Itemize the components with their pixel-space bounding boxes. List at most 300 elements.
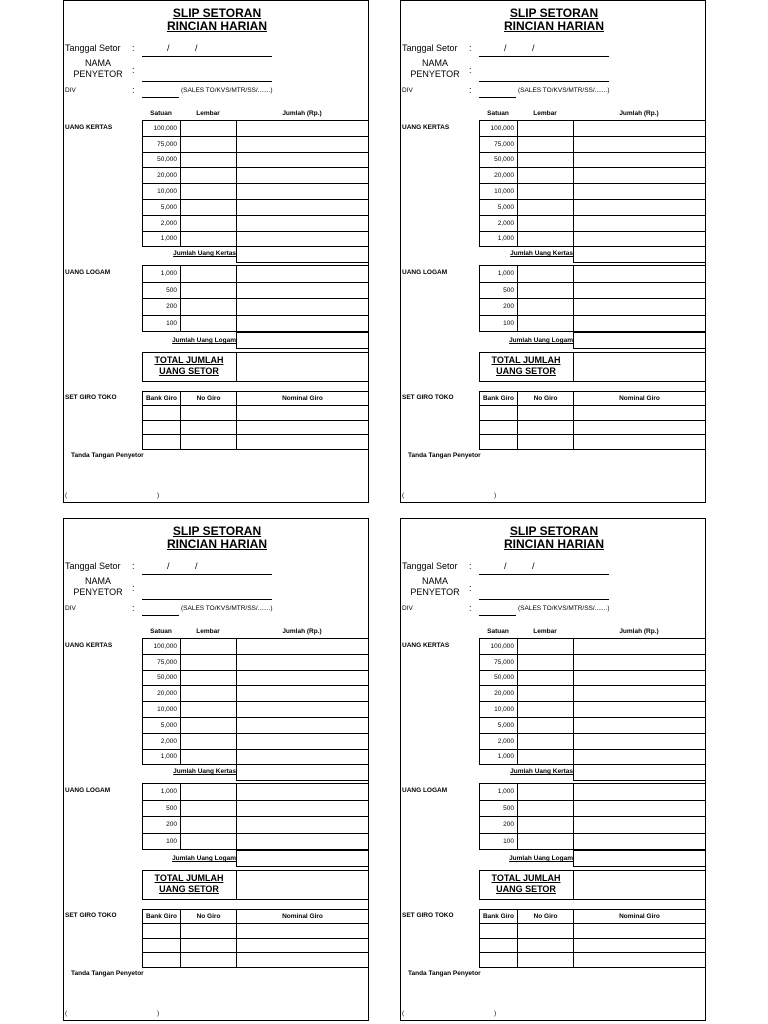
div-label: DIV — [65, 605, 76, 612]
uang-kertas-row — [480, 199, 706, 215]
lembar-header: Lembar — [533, 110, 557, 117]
no-giro-cell[interactable] — [518, 953, 574, 968]
lembar-cell[interactable] — [181, 800, 237, 817]
uang-setor-label: UANG SETOR — [496, 884, 556, 894]
lembar-header: Lembar — [196, 110, 220, 117]
denomination-value: 50,000 — [143, 152, 181, 168]
jumlah-cell[interactable] — [237, 121, 369, 137]
denomination-value: 500 — [143, 800, 181, 817]
nominal-giro-cell[interactable] — [574, 406, 706, 421]
jumlah-cell[interactable] — [574, 686, 706, 702]
giro-row — [480, 435, 706, 450]
tanggal-setor-label: Tanggal Setor — [65, 43, 121, 53]
denomination-value: 200 — [143, 817, 181, 834]
lembar-cell[interactable] — [518, 282, 574, 299]
jumlah-cell[interactable] — [237, 299, 369, 316]
denomination-value: 100 — [480, 315, 518, 332]
uang-kertas-row — [480, 654, 706, 670]
jumlah-cell[interactable] — [237, 654, 369, 670]
uang-kertas-row — [480, 168, 706, 184]
uang-logam-row — [480, 817, 706, 834]
signature-field[interactable] — [70, 1001, 154, 1017]
div-field[interactable] — [142, 97, 179, 98]
denomination-value: 100 — [480, 833, 518, 850]
total-jumlah-field[interactable] — [237, 353, 368, 381]
nominal-giro-header: Nominal Giro — [574, 910, 706, 924]
lembar-cell[interactable] — [518, 199, 574, 215]
penyetor-label: PENYETOR — [73, 587, 123, 597]
slip-title: SLIP SETORAN — [509, 524, 599, 538]
uang-logam-table — [142, 783, 369, 850]
denomination-value: 100 — [143, 315, 181, 332]
total-jumlah-label: TOTAL JUMLAH — [491, 355, 561, 365]
jumlah-cell[interactable] — [237, 686, 369, 702]
jumlah-cell[interactable] — [574, 702, 706, 718]
slip-subtitle: RINCIAN HARIAN — [167, 537, 267, 551]
denomination-value: 1,000 — [480, 231, 518, 247]
no-giro-cell[interactable] — [181, 953, 237, 968]
uang-kertas-row — [143, 199, 369, 215]
lembar-cell[interactable] — [181, 152, 237, 168]
denomination-value: 1,000 — [143, 266, 181, 283]
denomination-value: 2,000 — [143, 733, 181, 749]
uang-logam-row — [143, 833, 369, 850]
signature-field[interactable] — [407, 483, 491, 499]
denomination-value: 20,000 — [480, 686, 518, 702]
denomination-value: 500 — [480, 800, 518, 817]
tanggal-slash-1: / — [167, 43, 170, 53]
uang-logam-row — [143, 817, 369, 834]
signature-paren-open: ( — [402, 492, 405, 499]
nama-label: NAMA — [84, 576, 111, 586]
deposit-slip — [400, 518, 706, 1021]
uang-logam-label: UANG LOGAM — [65, 269, 111, 276]
div-field[interactable] — [142, 615, 179, 616]
lembar-cell[interactable] — [181, 199, 237, 215]
penyetor-label: PENYETOR — [73, 69, 123, 79]
nominal-giro-header: Nominal Giro — [237, 392, 369, 406]
denomination-value: 500 — [143, 282, 181, 299]
nama-penyetor-field[interactable] — [142, 81, 272, 82]
uang-kertas-row — [143, 231, 369, 247]
lembar-cell[interactable] — [518, 817, 574, 834]
lembar-cell[interactable] — [518, 315, 574, 332]
uang-kertas-row — [143, 121, 369, 137]
uang-kertas-row — [480, 152, 706, 168]
lembar-cell[interactable] — [181, 686, 237, 702]
lembar-cell[interactable] — [518, 168, 574, 184]
jumlah-cell[interactable] — [574, 670, 706, 686]
giro-table — [142, 391, 369, 450]
lembar-cell[interactable] — [181, 784, 237, 801]
lembar-cell[interactable] — [181, 702, 237, 718]
jumlah-cell[interactable] — [237, 639, 369, 655]
uang-kertas-row — [143, 215, 369, 231]
slip-title: SLIP SETORAN — [172, 524, 262, 538]
no-giro-cell[interactable] — [518, 924, 574, 939]
div-colon: : — [469, 603, 472, 613]
jumlah-uang-logam-label: Jumlah Uang Logam — [172, 855, 236, 862]
denomination-value: 50,000 — [480, 670, 518, 686]
lembar-cell[interactable] — [518, 152, 574, 168]
satuan-header: Satuan — [487, 628, 509, 635]
uang-kertas-row — [480, 231, 706, 247]
lembar-cell[interactable] — [518, 654, 574, 670]
jumlah-cell[interactable] — [237, 733, 369, 749]
uang-kertas-row — [143, 152, 369, 168]
lembar-cell[interactable] — [181, 749, 237, 765]
lembar-cell[interactable] — [181, 315, 237, 332]
bank-giro-cell[interactable] — [480, 953, 518, 968]
tanggal-field[interactable] — [142, 56, 272, 57]
denomination-value: 5,000 — [480, 199, 518, 215]
lembar-cell[interactable] — [181, 833, 237, 850]
jumlah-cell[interactable] — [574, 136, 706, 152]
total-jumlah-field[interactable] — [574, 871, 705, 899]
jumlah-uang-logam-field[interactable] — [236, 332, 369, 349]
denomination-value: 75,000 — [143, 654, 181, 670]
bank-giro-cell[interactable] — [480, 924, 518, 939]
denomination-value: 1,000 — [143, 749, 181, 765]
nama-penyetor-field[interactable] — [479, 81, 609, 82]
lembar-cell[interactable] — [518, 670, 574, 686]
lembar-cell[interactable] — [518, 686, 574, 702]
jumlah-uang-logam-label: Jumlah Uang Logam — [172, 337, 236, 344]
uang-kertas-row — [143, 184, 369, 200]
nominal-giro-cell[interactable] — [237, 953, 369, 968]
jumlah-uang-kertas-field[interactable] — [236, 246, 369, 263]
jumlah-uang-kertas-field[interactable] — [573, 246, 706, 263]
uang-logam-row — [143, 800, 369, 817]
uang-logam-row — [480, 833, 706, 850]
total-jumlah-field[interactable] — [237, 871, 368, 899]
signature-paren-close: ) — [157, 1010, 160, 1017]
giro-row — [480, 938, 706, 953]
lembar-cell[interactable] — [518, 749, 574, 765]
penyetor-label: PENYETOR — [410, 587, 460, 597]
jumlah-cell[interactable] — [574, 817, 706, 834]
nominal-giro-cell[interactable] — [574, 953, 706, 968]
jumlah-cell[interactable] — [237, 184, 369, 200]
uang-setor-label: UANG SETOR — [496, 366, 556, 376]
nama-penyetor-field[interactable] — [142, 599, 272, 600]
denomination-value: 10,000 — [143, 184, 181, 200]
uang-kertas-row — [480, 639, 706, 655]
total-jumlah-label: TOTAL JUMLAH — [154, 873, 224, 883]
denomination-value: 10,000 — [143, 702, 181, 718]
giro-row — [480, 953, 706, 968]
no-giro-cell[interactable] — [518, 938, 574, 953]
jumlah-cell[interactable] — [574, 654, 706, 670]
jumlah-uang-kertas-label: Jumlah Uang Kertas — [173, 250, 236, 257]
uang-logam-row — [143, 315, 369, 332]
lembar-cell[interactable] — [518, 733, 574, 749]
jumlah-uang-logam-field[interactable] — [236, 850, 369, 867]
bank-giro-cell[interactable] — [143, 420, 181, 435]
jumlah-cell[interactable] — [237, 717, 369, 733]
lembar-cell[interactable] — [518, 784, 574, 801]
uang-setor-label: UANG SETOR — [159, 366, 219, 376]
tanggal-field[interactable] — [479, 574, 609, 575]
denomination-value: 5,000 — [480, 717, 518, 733]
jumlah-cell[interactable] — [237, 282, 369, 299]
lembar-cell[interactable] — [181, 639, 237, 655]
jumlah-cell[interactable] — [574, 266, 706, 283]
giro-row — [480, 406, 706, 421]
denomination-value: 75,000 — [480, 136, 518, 152]
div-field[interactable] — [479, 97, 516, 98]
jumlah-cell[interactable] — [574, 152, 706, 168]
lembar-cell[interactable] — [181, 299, 237, 316]
jumlah-cell[interactable] — [574, 639, 706, 655]
bank-giro-cell[interactable] — [143, 953, 181, 968]
nominal-giro-cell[interactable] — [237, 924, 369, 939]
set-giro-toko-label: SET GIRO TOKO — [402, 394, 454, 401]
signature-paren-open: ( — [65, 492, 68, 499]
lembar-cell[interactable] — [181, 168, 237, 184]
lembar-cell[interactable] — [181, 231, 237, 247]
lembar-cell[interactable] — [181, 184, 237, 200]
lembar-cell[interactable] — [518, 184, 574, 200]
lembar-header: Lembar — [533, 628, 557, 635]
uang-logam-row — [480, 800, 706, 817]
nama-colon: : — [469, 65, 472, 75]
denomination-value: 50,000 — [143, 670, 181, 686]
jumlah-uang-logam-field[interactable] — [573, 332, 706, 349]
lembar-cell[interactable] — [181, 215, 237, 231]
uang-kertas-row — [143, 717, 369, 733]
no-giro-cell[interactable] — [181, 420, 237, 435]
lembar-cell[interactable] — [518, 215, 574, 231]
lembar-cell[interactable] — [181, 266, 237, 283]
tanggal-slash-1: / — [504, 561, 507, 571]
lembar-cell[interactable] — [181, 121, 237, 137]
jumlah-cell[interactable] — [574, 800, 706, 817]
jumlah-cell[interactable] — [237, 670, 369, 686]
lembar-cell[interactable] — [181, 670, 237, 686]
nama-label: NAMA — [84, 58, 111, 68]
signature-field[interactable] — [70, 483, 154, 499]
no-giro-cell[interactable] — [181, 435, 237, 450]
uang-setor-label: UANG SETOR — [159, 884, 219, 894]
lembar-cell[interactable] — [518, 702, 574, 718]
jumlah-cell[interactable] — [237, 784, 369, 801]
uang-logam-row — [143, 282, 369, 299]
jumlah-cell[interactable] — [237, 817, 369, 834]
nominal-giro-cell[interactable] — [574, 924, 706, 939]
no-giro-cell[interactable] — [181, 406, 237, 421]
lembar-cell[interactable] — [518, 299, 574, 316]
uang-kertas-row — [143, 654, 369, 670]
jumlah-cell[interactable] — [574, 231, 706, 247]
tanggal-colon: : — [469, 43, 472, 53]
lembar-cell[interactable] — [518, 121, 574, 137]
deposit-slip — [63, 518, 369, 1021]
nama-label: NAMA — [421, 576, 448, 586]
lembar-cell[interactable] — [181, 654, 237, 670]
div-field[interactable] — [479, 615, 516, 616]
uang-kertas-label: UANG KERTAS — [65, 124, 113, 131]
nominal-giro-cell[interactable] — [574, 420, 706, 435]
uang-logam-row — [480, 784, 706, 801]
jumlah-cell[interactable] — [574, 315, 706, 332]
denomination-value: 100 — [143, 833, 181, 850]
uang-logam-row — [143, 266, 369, 283]
nama-colon: : — [132, 65, 135, 75]
jumlah-cell[interactable] — [237, 800, 369, 817]
no-giro-cell[interactable] — [518, 406, 574, 421]
jumlah-cell[interactable] — [237, 315, 369, 332]
tanggal-slash-2: / — [195, 561, 198, 571]
deposit-slip — [400, 0, 706, 503]
jumlah-cell[interactable] — [237, 199, 369, 215]
signature-field[interactable] — [407, 1001, 491, 1017]
tanggal-colon: : — [469, 561, 472, 571]
uang-kertas-table — [142, 638, 369, 765]
uang-kertas-label: UANG KERTAS — [65, 642, 113, 649]
jumlah-cell[interactable] — [574, 215, 706, 231]
lembar-cell[interactable] — [181, 136, 237, 152]
slip-title: SLIP SETORAN — [172, 6, 262, 20]
jumlah-cell[interactable] — [237, 749, 369, 765]
denomination-value: 100,000 — [480, 121, 518, 137]
lembar-cell[interactable] — [518, 717, 574, 733]
jumlah-cell[interactable] — [574, 121, 706, 137]
bank-giro-cell[interactable] — [480, 420, 518, 435]
bank-giro-cell[interactable] — [143, 924, 181, 939]
nominal-giro-header: Nominal Giro — [574, 392, 706, 406]
tanggal-field[interactable] — [142, 574, 272, 575]
jumlah-cell[interactable] — [237, 168, 369, 184]
lembar-cell[interactable] — [181, 733, 237, 749]
no-giro-cell[interactable] — [518, 420, 574, 435]
lembar-cell[interactable] — [181, 717, 237, 733]
jumlah-cell[interactable] — [574, 168, 706, 184]
jumlah-cell[interactable] — [237, 833, 369, 850]
denomination-value: 100,000 — [143, 121, 181, 137]
signature-paren-close: ) — [494, 1010, 497, 1017]
div-label: DIV — [402, 605, 413, 612]
jumlah-uang-logam-field[interactable] — [573, 850, 706, 867]
uang-kertas-row — [143, 168, 369, 184]
jumlah-cell[interactable] — [574, 749, 706, 765]
lembar-cell[interactable] — [518, 136, 574, 152]
tanggal-slash-1: / — [504, 43, 507, 53]
div-colon: : — [469, 85, 472, 95]
jumlah-cell[interactable] — [574, 199, 706, 215]
bank-giro-cell[interactable] — [143, 406, 181, 421]
set-giro-toko-label: SET GIRO TOKO — [65, 912, 117, 919]
uang-kertas-row — [480, 121, 706, 137]
nominal-giro-cell[interactable] — [237, 420, 369, 435]
lembar-cell[interactable] — [518, 800, 574, 817]
nominal-giro-cell[interactable] — [237, 938, 369, 953]
uang-logam-row — [480, 315, 706, 332]
denomination-value: 5,000 — [143, 717, 181, 733]
jumlah-uang-logam-label: Jumlah Uang Logam — [509, 337, 573, 344]
bank-giro-cell[interactable] — [143, 435, 181, 450]
tanggal-field[interactable] — [479, 56, 609, 57]
jumlah-cell[interactable] — [237, 266, 369, 283]
jumlah-uang-kertas-field[interactable] — [573, 764, 706, 781]
nama-penyetor-field[interactable] — [479, 599, 609, 600]
uang-kertas-table — [479, 638, 706, 765]
jumlah-cell[interactable] — [574, 784, 706, 801]
jumlah-header: Jumlah (Rp.) — [619, 110, 659, 117]
nama-colon: : — [469, 583, 472, 593]
tanggal-colon: : — [132, 43, 135, 53]
giro-row — [143, 924, 369, 939]
jumlah-cell[interactable] — [574, 299, 706, 316]
no-giro-header: No Giro — [518, 910, 574, 924]
lembar-cell[interactable] — [518, 231, 574, 247]
bank-giro-cell[interactable] — [480, 938, 518, 953]
giro-row — [143, 938, 369, 953]
jumlah-uang-kertas-field[interactable] — [236, 764, 369, 781]
giro-row — [143, 435, 369, 450]
nama-colon: : — [132, 583, 135, 593]
jumlah-uang-kertas-label: Jumlah Uang Kertas — [510, 768, 573, 775]
jumlah-cell[interactable] — [574, 184, 706, 200]
total-jumlah-label: TOTAL JUMLAH — [154, 355, 224, 365]
jumlah-cell[interactable] — [237, 215, 369, 231]
uang-kertas-row — [480, 136, 706, 152]
satuan-header: Satuan — [150, 628, 172, 635]
jumlah-cell[interactable] — [574, 833, 706, 850]
uang-kertas-row — [143, 749, 369, 765]
uang-logam-table — [479, 783, 706, 850]
lembar-cell[interactable] — [518, 833, 574, 850]
lembar-cell[interactable] — [518, 639, 574, 655]
no-giro-cell[interactable] — [181, 924, 237, 939]
jumlah-header: Jumlah (Rp.) — [282, 110, 322, 117]
uang-kertas-row — [143, 136, 369, 152]
jumlah-cell[interactable] — [574, 282, 706, 299]
div-hint: (SALES TO/KVS/MTR/SS/.......) — [518, 605, 610, 612]
no-giro-cell[interactable] — [181, 938, 237, 953]
lembar-cell[interactable] — [518, 266, 574, 283]
jumlah-uang-kertas-label: Jumlah Uang Kertas — [510, 250, 573, 257]
giro-table — [479, 391, 706, 450]
bank-giro-cell[interactable] — [143, 938, 181, 953]
lembar-cell[interactable] — [181, 282, 237, 299]
total-jumlah-field[interactable] — [574, 353, 705, 381]
jumlah-cell[interactable] — [237, 702, 369, 718]
jumlah-cell[interactable] — [574, 733, 706, 749]
denomination-value: 200 — [480, 817, 518, 834]
nominal-giro-cell[interactable] — [574, 435, 706, 450]
denomination-value: 10,000 — [480, 184, 518, 200]
uang-kertas-row — [480, 717, 706, 733]
uang-kertas-row — [480, 670, 706, 686]
nominal-giro-cell[interactable] — [237, 435, 369, 450]
bank-giro-cell[interactable] — [480, 435, 518, 450]
nominal-giro-cell[interactable] — [237, 406, 369, 421]
no-giro-cell[interactable] — [518, 435, 574, 450]
lembar-cell[interactable] — [181, 817, 237, 834]
jumlah-cell[interactable] — [237, 136, 369, 152]
div-hint: (SALES TO/KVS/MTR/SS/.......) — [181, 87, 273, 94]
jumlah-cell[interactable] — [237, 231, 369, 247]
bank-giro-cell[interactable] — [480, 406, 518, 421]
denomination-value: 100,000 — [480, 639, 518, 655]
nominal-giro-cell[interactable] — [574, 938, 706, 953]
jumlah-cell[interactable] — [237, 152, 369, 168]
jumlah-cell[interactable] — [574, 717, 706, 733]
penyetor-label: PENYETOR — [410, 69, 460, 79]
satuan-header: Satuan — [150, 110, 172, 117]
tanda-tangan-label: Tanda Tangan Penyetor — [71, 452, 144, 459]
